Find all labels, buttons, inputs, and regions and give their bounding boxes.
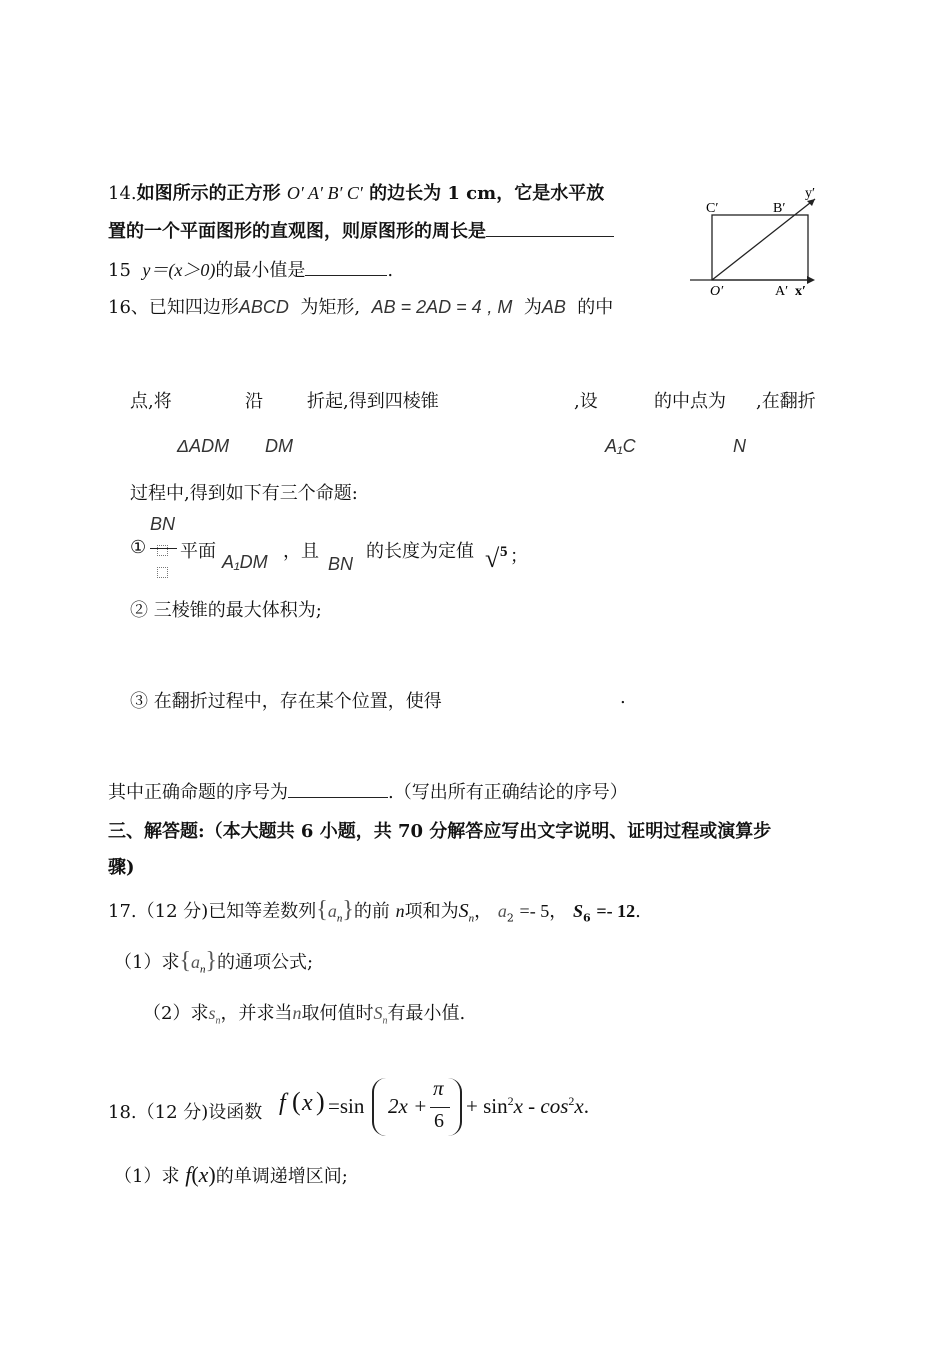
q16-l2-d: ,设 xyxy=(574,391,598,412)
p3-text: ③ 在翻折过程中，存在某个位置，使得 xyxy=(130,691,442,712)
q14-number: 14. xyxy=(108,183,137,204)
q16-l2-e: 的中点为 xyxy=(654,391,726,412)
q18-sub1-paren-l: ( xyxy=(191,1162,199,1187)
q16-abcd: ABCD xyxy=(238,297,289,317)
q18-sub1-x: x xyxy=(198,1162,209,1187)
q16-l3: 过程中,得到如下有三个命题: xyxy=(130,483,358,504)
q15-line xyxy=(108,256,393,282)
q14-text-c: 置的一个平面图形的直观图，则原图形的周长是 xyxy=(108,221,486,242)
q17-t3: ， xyxy=(474,901,493,922)
q16-ans-end: .（写出所有正确结论的序号） xyxy=(388,782,628,803)
q18-2x: 2x + xyxy=(388,1094,428,1118)
q17-s-sub: n xyxy=(468,912,475,925)
q17-s6: S xyxy=(572,901,583,921)
q18-sub1 xyxy=(114,1162,348,1188)
q17-a2-sub: 2 xyxy=(506,911,514,925)
q17-sub2-a: （2）求 xyxy=(143,1003,209,1024)
q18-sub1-text: （1）求 xyxy=(114,1166,180,1187)
q17-sub2-n: n xyxy=(292,1003,302,1023)
q14-text-a: 如图所示的正方形 xyxy=(136,183,281,204)
label-b: B′ xyxy=(773,201,786,216)
x-arrow-icon xyxy=(807,276,815,284)
q16-l2-c: 折起,得到四棱锥 xyxy=(307,391,439,412)
q18-sub1-end: 的单调递增区间; xyxy=(215,1166,348,1187)
q16-t3: 的中 xyxy=(577,297,614,318)
q17-comma: ， xyxy=(549,901,568,922)
q17-a2-val: =- 5 xyxy=(519,901,550,921)
q17-sub2-d: 有最小值. xyxy=(387,1003,466,1024)
p1-end: ； xyxy=(510,546,528,567)
q18-sq2: 2 xyxy=(568,1094,575,1108)
p1-bn-top: BN xyxy=(150,514,176,534)
q16-answer-line xyxy=(108,778,628,804)
q17-t1: 的前 xyxy=(353,901,390,922)
q17-dot: . xyxy=(635,901,641,922)
q15-text: 的最小值是 xyxy=(215,260,306,281)
q18-big-paren-left xyxy=(372,1078,388,1136)
q17-s6-sub: 6 xyxy=(582,911,591,925)
q17-s: S xyxy=(458,900,469,922)
q14-square-name: O′ A′ B′ C′ xyxy=(286,183,363,203)
q18-sq1: 2 xyxy=(507,1094,514,1108)
q18-eq: =sin xyxy=(328,1094,365,1118)
q16-line1 xyxy=(108,293,613,319)
q17-s6-val: =- 12 xyxy=(596,901,636,921)
label-x: x′ xyxy=(795,284,806,299)
q18-prefix: 18.（12 分)设函数 xyxy=(108,1102,263,1123)
q17-sub2-sn2-sub: n xyxy=(382,1015,388,1027)
q17-sub2-sn2: S xyxy=(373,1003,383,1023)
label-a: A′ xyxy=(775,284,789,299)
q18-sub1-paren-r: ) xyxy=(208,1162,216,1187)
q16-t1: 为矩形, xyxy=(300,297,361,318)
section3-line2: 骤) xyxy=(108,857,135,878)
q18-rest xyxy=(466,1094,589,1119)
q16-answer-blank[interactable] xyxy=(288,779,388,798)
label-y: y′ xyxy=(805,186,816,201)
p1-box-top xyxy=(157,540,168,561)
q18-paren-left: ( xyxy=(292,1087,301,1116)
label-c: C′ xyxy=(706,201,719,216)
q18-big-paren-right xyxy=(446,1078,462,1136)
p1-five: 5 xyxy=(500,544,508,560)
q16-adm: ΔADM xyxy=(177,436,230,456)
p1-bn: BN xyxy=(328,554,354,574)
q17-sub1-brace-left: { xyxy=(179,948,191,974)
q16-ab: AB xyxy=(541,297,566,317)
q17-brace-left: { xyxy=(316,897,328,923)
q15-end: . xyxy=(387,260,394,281)
q17-sub1 xyxy=(114,948,313,976)
q16-l2-a: 点,将 xyxy=(130,391,172,412)
p1-box-bottom xyxy=(157,562,168,583)
q17-sub2-sn-sub: n xyxy=(215,1015,221,1027)
q17-n: n xyxy=(395,901,405,921)
p1-plane: 平面 xyxy=(180,541,216,562)
q17-brace-right: } xyxy=(342,897,354,923)
p1-and: ，且 xyxy=(283,541,319,562)
label-o: O′ xyxy=(710,284,724,299)
p2-text: ② 三棱锥的最大体积为; xyxy=(130,600,322,621)
y-axis-line xyxy=(712,199,815,280)
q14-line1 xyxy=(108,179,604,205)
q16-t2: 为 xyxy=(523,297,542,318)
q17-sub2-sn: s xyxy=(208,1003,216,1023)
q17-sub1-text: （1）求 xyxy=(114,952,180,973)
q18-x: x xyxy=(302,1090,313,1116)
p1-num: ① xyxy=(130,537,147,558)
q18-dot: . xyxy=(583,1094,589,1118)
p1-a1dm: A₁DM xyxy=(222,552,268,572)
q17-sub2-b: ，并求当 xyxy=(220,1003,293,1024)
q16-dm: DM xyxy=(265,436,293,456)
q17-sub1-brace-right: } xyxy=(205,948,218,974)
q15-answer-blank[interactable] xyxy=(305,257,387,276)
square-figure xyxy=(685,185,825,300)
q16-eq: AB = 2AD = 4 xyxy=(371,297,482,317)
q17-sub1-end: 的通项公式; xyxy=(217,952,314,973)
q16-prefix: 16、已知四边形 xyxy=(108,297,239,318)
p1-len: 的长度为定值 xyxy=(366,541,474,562)
q17-line xyxy=(108,897,641,925)
q17-an-sub: n xyxy=(336,912,343,925)
q16-m: , M xyxy=(487,297,513,317)
q18-f: f xyxy=(279,1090,286,1116)
square-shape xyxy=(712,215,808,280)
q16-ans-text: 其中正确命题的序号为 xyxy=(108,782,288,803)
q16-a1c: A₁C xyxy=(605,436,636,456)
q17-an: a xyxy=(327,901,337,921)
p3-end: . xyxy=(620,687,626,708)
q15-expr: y＝(x＞0) xyxy=(142,260,216,280)
q18-six: 6 xyxy=(434,1110,444,1132)
q17-prefix: 17.（12 分)已知等差数列 xyxy=(108,901,317,922)
q17-a2: a xyxy=(497,901,507,921)
p1-root: √ xyxy=(485,544,500,573)
q17-sub1-an: a xyxy=(190,952,200,972)
q18-rest-b: x - cos xyxy=(513,1094,569,1118)
q14-answer-blank[interactable] xyxy=(486,218,614,237)
q17-sub1-an-sub: n xyxy=(199,963,206,976)
q18-rest-a: + sin xyxy=(466,1094,508,1118)
q18-sub1-f: f xyxy=(185,1162,192,1187)
q16-l2-f: ,在翻折 xyxy=(756,391,816,412)
q18-paren-right: ) xyxy=(316,1087,325,1116)
q15-number: 15 xyxy=(108,260,131,281)
q14-text-b: 的边长为 1 cm，它是水平放 xyxy=(369,183,605,204)
q17-t2: 项和为 xyxy=(404,901,459,922)
q16-l2-b: 沿 xyxy=(245,391,263,412)
q18-rest-c: x xyxy=(574,1094,584,1118)
section3-line1: 三、解答题:（本大题共 6 小题，共 70 分解答应写出文字说明、证明过程或演算步 xyxy=(108,821,772,842)
q17-sub2-c: 取何值时 xyxy=(301,1003,374,1024)
q18-pi: π xyxy=(433,1076,444,1100)
q17-sub2 xyxy=(143,999,465,1027)
q16-n: N xyxy=(733,436,746,456)
q14-line2 xyxy=(108,217,614,243)
